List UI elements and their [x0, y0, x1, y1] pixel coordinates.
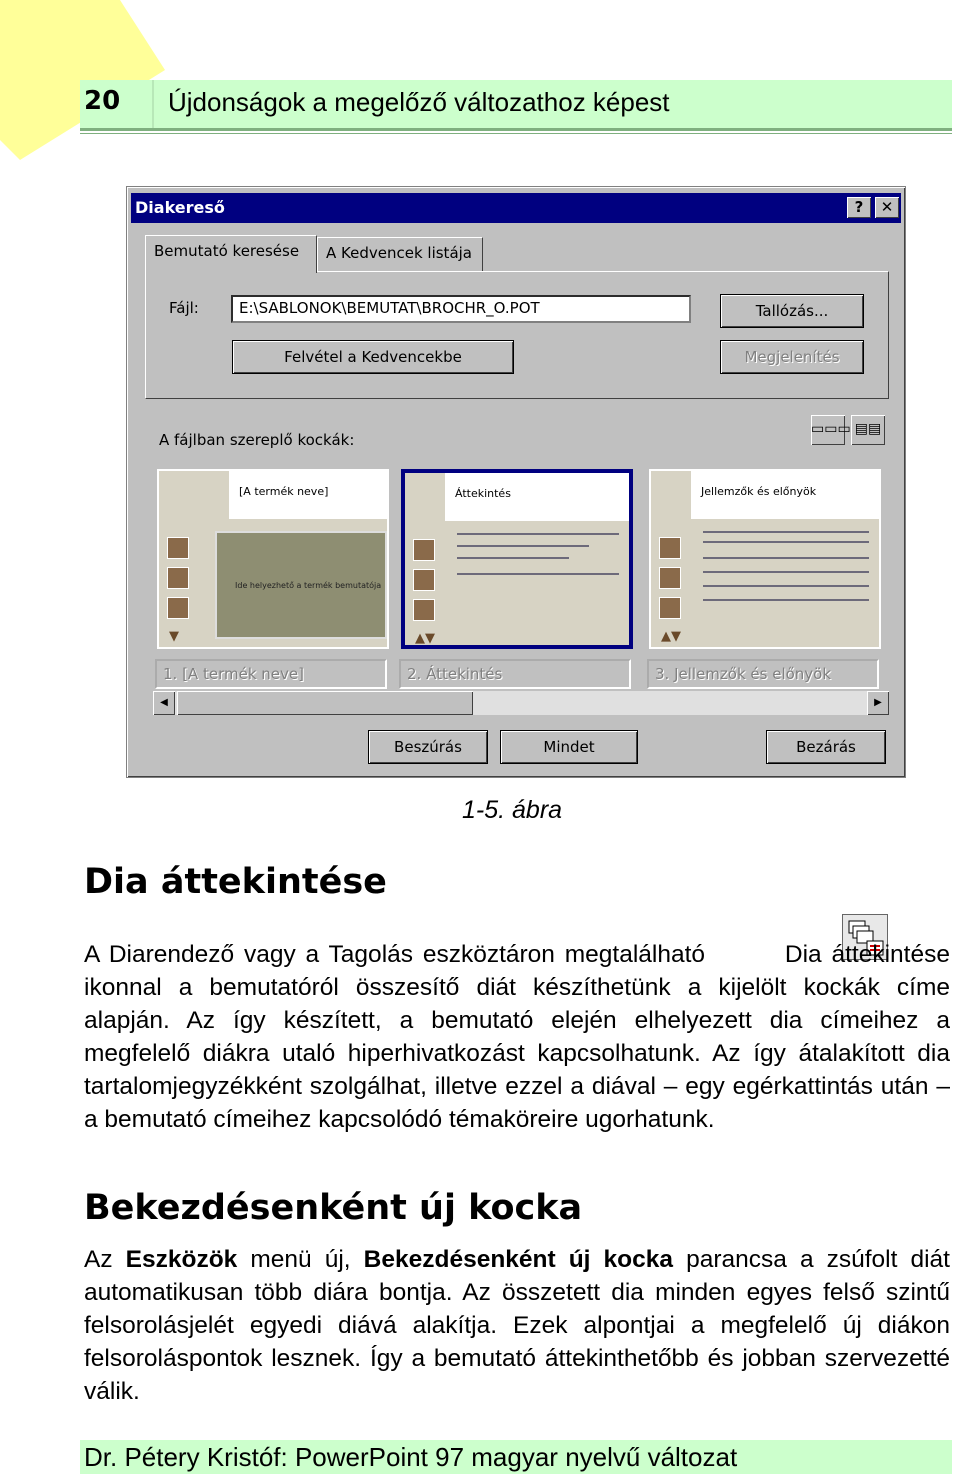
- insert-all-button[interactable]: Mindet: [501, 731, 637, 763]
- footer-text: Dr. Pétery Kristóf: PowerPoint 97 magyar nyelvű változat: [84, 1442, 738, 1472]
- slide-body: Ide helyezhető a termék bemutatója: [235, 581, 382, 590]
- slide-thumbnail[interactable]: Áttekintés ▲▼: [401, 469, 633, 649]
- scroll-left-icon[interactable]: ◀: [153, 691, 175, 715]
- paragraph-text: menü új,: [237, 1246, 364, 1273]
- list-view-icon[interactable]: ▤▤: [851, 415, 885, 445]
- dialog-title: Diakereső: [135, 198, 225, 217]
- section-paragraph: [84, 1243, 950, 1408]
- paragraph-text: parancsa a zsúfolt diát automatikusan több diára bontja. Az összetett dia minden egyes felső szintű felsorolásjelét egyedi diává alakítja. Ezek alpontjai a megfelelő új diákon felsoroláspontok lesznek. Így a bemutató áttekinthetőbb és jobban szervezetté válik.: [84, 1246, 950, 1405]
- slide-caption: 2. Áttekintés: [399, 659, 631, 689]
- slide-heading: Áttekintés: [455, 487, 511, 500]
- section-paragraph: [84, 938, 950, 1136]
- header-separator: [152, 80, 154, 128]
- close-button[interactable]: Bezárás: [767, 731, 885, 763]
- section-heading: Bekezdésenként új kocka: [84, 1188, 583, 1228]
- slide-heading: [A termék neve]: [239, 485, 329, 498]
- slide-thumbnail[interactable]: [A termék neve] ▼ Ide helyezhető a termék bemutatója: [157, 469, 389, 649]
- paragraph-text: A Diarendező vagy a Tagolás eszköztáron megtalálható: [84, 941, 706, 968]
- insert-button[interactable]: Beszúrás: [369, 731, 487, 763]
- slide-heading: Jellemzők és előnyök: [701, 485, 817, 498]
- search-panel: [145, 271, 889, 399]
- slide-finder-dialog: [126, 186, 906, 778]
- slide-caption: 1. [A termék neve]: [155, 659, 387, 689]
- paragraph-text: Az: [84, 1246, 126, 1273]
- menu-name: Eszközök: [125, 1246, 238, 1273]
- section-heading: Dia áttekintése: [84, 862, 387, 902]
- slide-thumbnail[interactable]: Jellemzők és előnyök ▲▼: [649, 469, 881, 649]
- help-button[interactable]: ?: [847, 197, 871, 218]
- paragraph-text: Dia áttekintése ikonnal a bemutatóról összesítő diát készíthetünk a kijelölt kockák címe alapján. Az így készített, a bemutató elején elhelyezett dia címeihez a megfelelő diákra utaló hiperhivatkozást kapcsolhatunk. Az így átalakított dia tartalomjegyzékként szolgálhat, illetve ezzel a diával – egy egérkattintás után – a bemutató címeihez kapcsolódó témaköreire ugorhatunk.: [84, 941, 950, 1133]
- filmstrip-view-icon[interactable]: ▭▭▭: [811, 415, 845, 445]
- figure-caption: 1-5. ábra: [462, 796, 563, 824]
- file-label: Fájl:: [169, 299, 199, 317]
- tab-favorites[interactable]: A Kedvencek listája: [317, 237, 483, 271]
- browse-button[interactable]: Tallózás...: [721, 295, 863, 327]
- header-rule-thin: [80, 133, 952, 134]
- header-rule: [80, 128, 952, 131]
- slides-label: A fájlban szereplő kockák:: [159, 431, 355, 449]
- tab-find-presentation[interactable]: Bemutató keresése: [145, 235, 317, 273]
- command-name: Bekezdésenként új kocka: [363, 1246, 674, 1273]
- page-number: 20: [84, 86, 121, 116]
- slide-caption: 3. Jellemzők és előnyök: [647, 659, 879, 689]
- chapter-title: Újdonságok a megelőző változathoz képest: [168, 87, 670, 117]
- dialog-titlebar: [131, 193, 901, 223]
- page-footer: [80, 1440, 952, 1474]
- display-button[interactable]: Megjelenítés: [721, 341, 863, 373]
- file-path-input[interactable]: E:\SABLONOK\BEMUTAT\BROCHR_O.POT: [231, 295, 691, 323]
- horizontal-scrollbar[interactable]: [153, 691, 889, 715]
- page-header: [80, 80, 952, 128]
- add-to-favorites-button[interactable]: Felvétel a Kedvencekbe: [233, 341, 513, 373]
- close-icon[interactable]: ✕: [875, 197, 899, 218]
- scroll-right-icon[interactable]: ▶: [867, 691, 889, 715]
- scrollbar-thumb[interactable]: [177, 691, 473, 715]
